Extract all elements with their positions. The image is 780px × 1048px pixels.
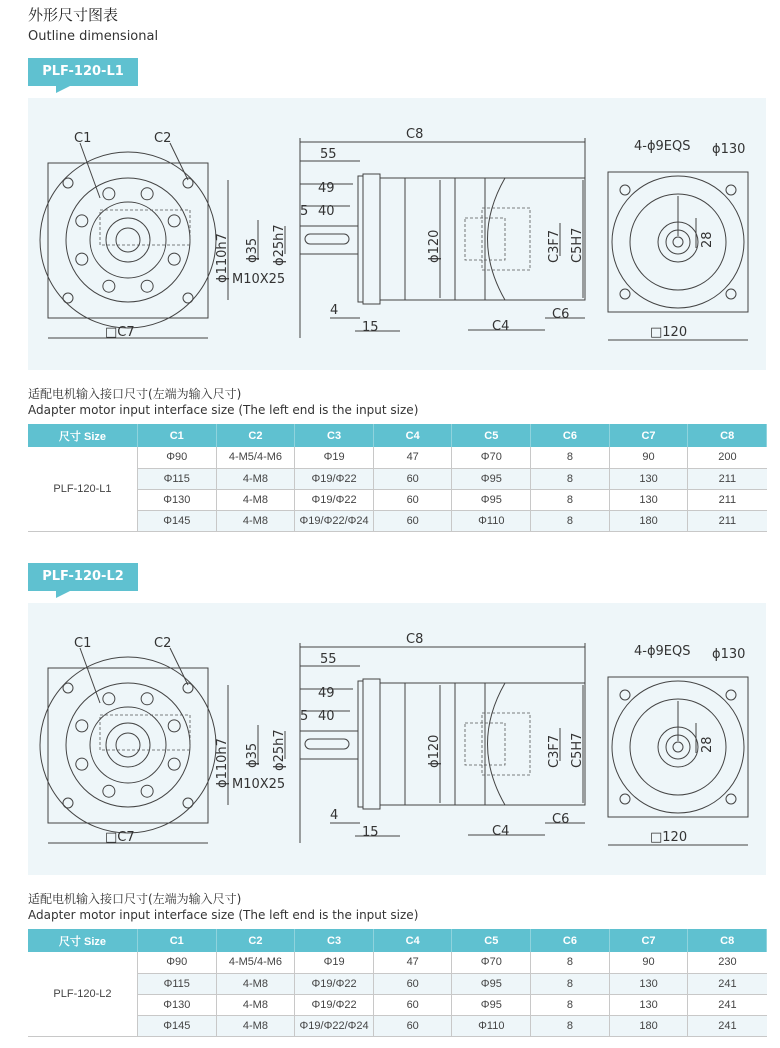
cell-c6: 8	[531, 952, 610, 973]
table-row	[28, 952, 767, 973]
cell-c1: Φ90	[137, 447, 216, 468]
table-row	[28, 994, 767, 1015]
column-header: C4	[373, 424, 452, 447]
cell-c6: 8	[531, 510, 610, 531]
column-header: 尺寸 Size	[28, 929, 137, 952]
dim-label-c4: C4	[492, 319, 510, 334]
dim-label-d28: 28	[700, 736, 715, 753]
table-row	[28, 447, 767, 468]
output-end-view	[608, 644, 748, 845]
page-title: 外形尺寸图表	[28, 6, 119, 24]
dim-label-c2: C2	[154, 131, 172, 146]
dim-label-d130: ϕ130	[712, 142, 746, 157]
cell-c8: 211	[688, 510, 767, 531]
dim-label-d110: ϕ110h7	[215, 738, 230, 788]
model-tag: PLF-120-L1	[28, 58, 138, 86]
caption-cn: 适配电机输入接口尺寸(左端为输入尺寸)	[28, 387, 242, 401]
cell-c7: 180	[609, 1015, 688, 1036]
dim-label-c5: C5H7	[570, 732, 585, 768]
cell-c8: 211	[688, 468, 767, 489]
cell-c8: 230	[688, 952, 767, 973]
cell-c1: Φ130	[137, 994, 216, 1015]
cell-c5: Φ95	[452, 489, 531, 510]
caption-en: Adapter motor input interface size (The left end is the input size)	[28, 908, 419, 922]
table-row	[28, 510, 767, 531]
dim-label-c1: C1	[74, 636, 92, 651]
cell-c3: Φ19	[295, 952, 374, 973]
column-header: C1	[137, 424, 216, 447]
dim-label-d55: 55	[320, 147, 337, 162]
dim-label-c2: C2	[154, 636, 172, 651]
cell-c7: 130	[609, 489, 688, 510]
cell-c7: 180	[609, 510, 688, 531]
dim-label-d5: 5	[300, 709, 309, 724]
cell-c5: Φ110	[452, 510, 531, 531]
dim-label-holes: 4-ϕ9EQS	[634, 644, 691, 659]
dim-label-d35: ϕ35	[245, 742, 260, 768]
cell-c8: 241	[688, 973, 767, 994]
cell-c7: 130	[609, 468, 688, 489]
dim-label-d40: 40	[318, 709, 335, 724]
column-header: C2	[216, 929, 295, 952]
dim-label-c5: C5H7	[570, 227, 585, 263]
cell-c3: Φ19/Φ22	[295, 489, 374, 510]
cell-c4: 47	[373, 952, 452, 973]
cell-c3: Φ19/Φ22/Φ24	[295, 510, 374, 531]
cell-c2: 4-M5/4-M6	[216, 952, 295, 973]
cell-c6: 8	[531, 1015, 610, 1036]
column-header: C8	[688, 424, 767, 447]
output-end-view	[608, 139, 748, 340]
dim-label-c6: C6	[552, 812, 570, 827]
cell-c2: 4-M8	[216, 1015, 295, 1036]
column-header: C7	[609, 424, 688, 447]
dim-label-d15: 15	[362, 320, 379, 335]
dim-label-d120: ϕ120	[427, 229, 442, 263]
cell-c3: Φ19/Φ22	[295, 994, 374, 1015]
cell-c2: 4-M8	[216, 973, 295, 994]
dim-label-d49: 49	[318, 181, 335, 196]
cell-c4: 47	[373, 447, 452, 468]
cell-c5: Φ95	[452, 973, 531, 994]
cell-c4: 60	[373, 1015, 452, 1036]
dim-label-d28: 28	[700, 231, 715, 248]
dim-label-c6: C6	[552, 307, 570, 322]
cell-c6: 8	[531, 994, 610, 1015]
model-section	[0, 563, 780, 1043]
table-row	[28, 489, 767, 510]
dim-label-d15: 15	[362, 825, 379, 840]
dimension-drawing	[28, 98, 766, 370]
cell-c1: Φ90	[137, 952, 216, 973]
cell-c5: Φ70	[452, 447, 531, 468]
cell-c5: Φ70	[452, 952, 531, 973]
dim-label-d4: 4	[330, 808, 339, 823]
model-tag: PLF-120-L2	[28, 563, 138, 591]
caption-cn: 适配电机输入接口尺寸(左端为输入尺寸)	[28, 892, 242, 906]
cell-c3: Φ19/Φ22	[295, 973, 374, 994]
dim-label-m10: M10X25	[232, 777, 286, 792]
size-cell: PLF-120-L2	[28, 952, 137, 1036]
cell-c3: Φ19	[295, 447, 374, 468]
dim-label-d49: 49	[318, 686, 335, 701]
table-row	[28, 468, 767, 489]
model-section	[0, 58, 780, 538]
cell-c7: 130	[609, 973, 688, 994]
cell-c5: Φ95	[452, 468, 531, 489]
column-header: C3	[295, 929, 374, 952]
dim-label-sq120: □120	[650, 325, 688, 340]
dim-label-c7: □C7	[105, 830, 135, 845]
column-header: C2	[216, 424, 295, 447]
cell-c2: 4-M8	[216, 489, 295, 510]
dim-label-d35: ϕ35	[245, 237, 260, 263]
table-row	[28, 973, 767, 994]
column-header: C4	[373, 929, 452, 952]
cell-c8: 241	[688, 1015, 767, 1036]
cell-c7: 90	[609, 447, 688, 468]
cell-c6: 8	[531, 489, 610, 510]
dim-label-d120: ϕ120	[427, 734, 442, 768]
dim-label-d55: 55	[320, 652, 337, 667]
cell-c4: 60	[373, 510, 452, 531]
cell-c5: Φ110	[452, 1015, 531, 1036]
dim-label-d4: 4	[330, 303, 339, 318]
column-header: C1	[137, 929, 216, 952]
page-subtitle: Outline dimensional	[28, 29, 159, 44]
cell-c7: 130	[609, 994, 688, 1015]
cell-c6: 8	[531, 447, 610, 468]
cell-c6: 8	[531, 973, 610, 994]
cell-c1: Φ130	[137, 489, 216, 510]
column-header: C7	[609, 929, 688, 952]
cell-c2: 4-M8	[216, 510, 295, 531]
column-header: C3	[295, 424, 374, 447]
cell-c2: 4-M8	[216, 994, 295, 1015]
cell-c7: 90	[609, 952, 688, 973]
cell-c6: 8	[531, 468, 610, 489]
dim-label-d25: ϕ25h7	[272, 224, 287, 266]
cell-c4: 60	[373, 489, 452, 510]
dim-label-holes: 4-ϕ9EQS	[634, 139, 691, 154]
cell-c3: Φ19/Φ22	[295, 468, 374, 489]
dim-label-c3: C3F7	[547, 229, 562, 263]
column-header: C6	[531, 929, 610, 952]
cell-c8: 241	[688, 994, 767, 1015]
cell-c8: 200	[688, 447, 767, 468]
side-view	[215, 127, 585, 338]
dim-label-d40: 40	[318, 204, 335, 219]
cell-c3: Φ19/Φ22/Φ24	[295, 1015, 374, 1036]
dim-label-c7: □C7	[105, 325, 135, 340]
dim-label-d110: ϕ110h7	[215, 233, 230, 283]
dim-label-c4: C4	[492, 824, 510, 839]
input-end-view	[40, 131, 216, 340]
size-cell: PLF-120-L1	[28, 447, 137, 531]
cell-c2: 4-M8	[216, 468, 295, 489]
dim-label-c8: C8	[406, 632, 424, 647]
dimension-table	[28, 424, 767, 532]
cell-c5: Φ95	[452, 994, 531, 1015]
cell-c4: 60	[373, 994, 452, 1015]
dim-label-sq120: □120	[650, 830, 688, 845]
column-header: C5	[452, 929, 531, 952]
dim-label-d130: ϕ130	[712, 647, 746, 662]
cell-c1: Φ115	[137, 468, 216, 489]
input-end-view	[40, 636, 216, 845]
cell-c2: 4-M5/4-M6	[216, 447, 295, 468]
column-header: 尺寸 Size	[28, 424, 137, 447]
cell-c1: Φ145	[137, 510, 216, 531]
column-header: C5	[452, 424, 531, 447]
caption-en: Adapter motor input interface size (The left end is the input size)	[28, 403, 419, 417]
side-view	[215, 632, 585, 843]
table-row	[28, 1015, 767, 1036]
dim-label-d5: 5	[300, 204, 309, 219]
column-header: C8	[688, 929, 767, 952]
cell-c4: 60	[373, 468, 452, 489]
dim-label-m10: M10X25	[232, 272, 286, 287]
dim-label-d25: ϕ25h7	[272, 729, 287, 771]
dimension-table	[28, 929, 767, 1037]
dim-label-c1: C1	[74, 131, 92, 146]
cell-c1: Φ145	[137, 1015, 216, 1036]
column-header: C6	[531, 424, 610, 447]
dim-label-c3: C3F7	[547, 734, 562, 768]
cell-c4: 60	[373, 973, 452, 994]
dimension-drawing	[28, 603, 766, 875]
cell-c8: 211	[688, 489, 767, 510]
cell-c1: Φ115	[137, 973, 216, 994]
dim-label-c8: C8	[406, 127, 424, 142]
